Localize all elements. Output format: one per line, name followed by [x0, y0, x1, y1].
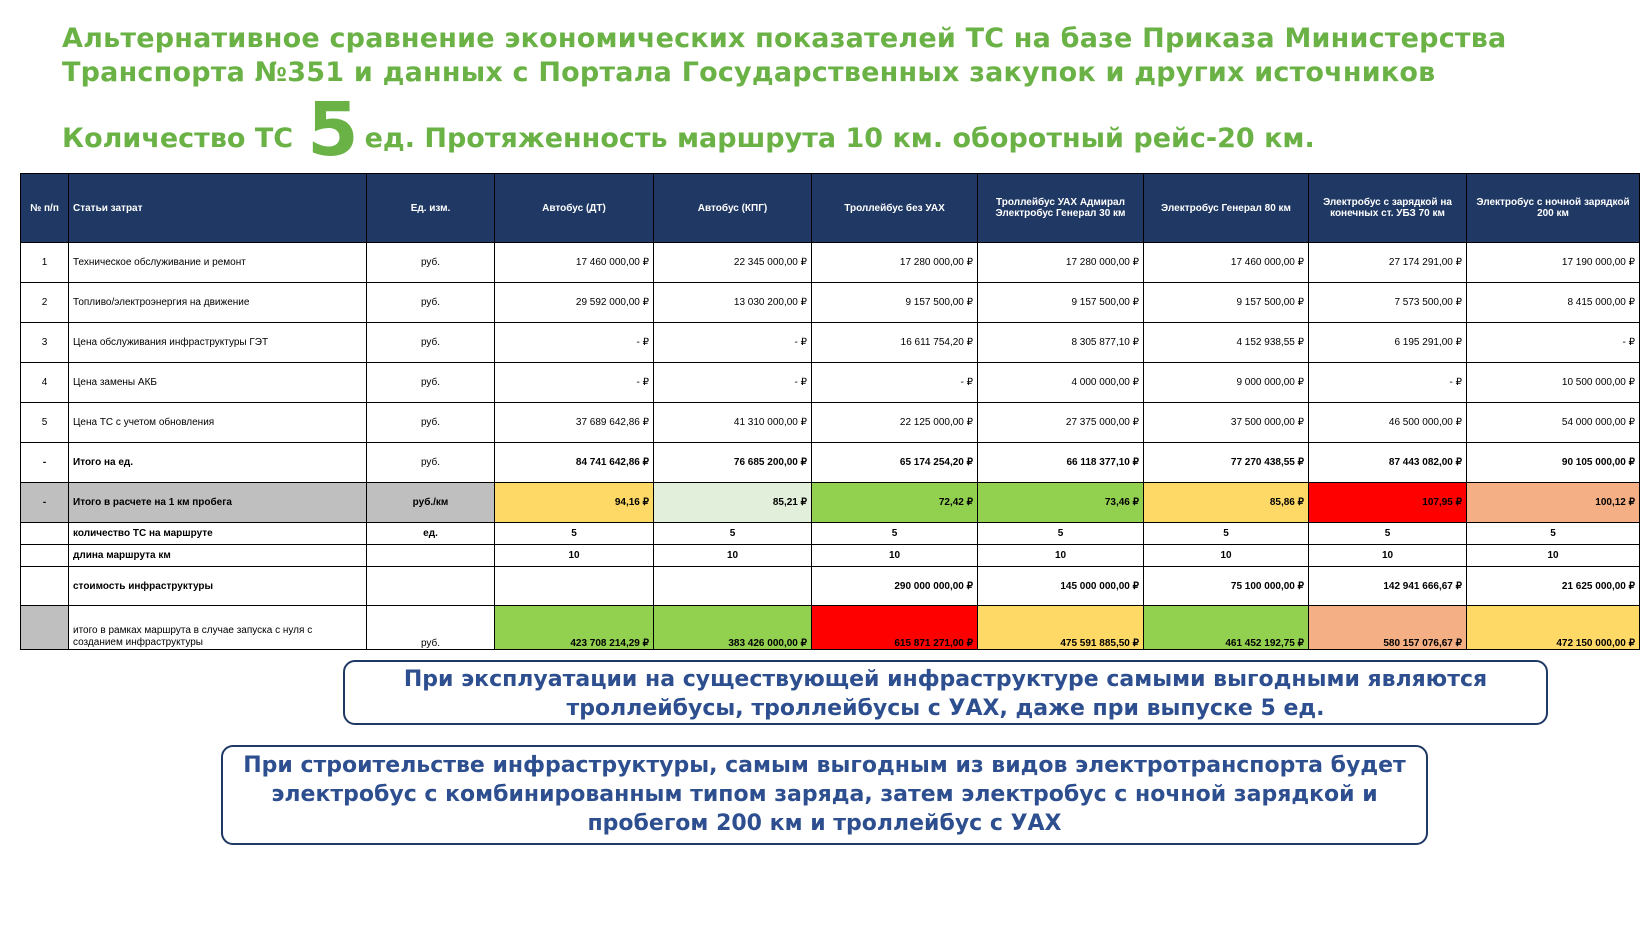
cell-value: 461 452 192,75 ₽: [1144, 606, 1309, 650]
page-subtitle: [62, 87, 1315, 173]
cell-value: 290 000 000,00 ₽: [812, 567, 978, 606]
row-num: -: [21, 483, 69, 523]
cell-value: - ₽: [654, 323, 812, 363]
row-num: 5: [21, 403, 69, 443]
cell-value: 85,21 ₽: [654, 483, 812, 523]
row-num: 4: [21, 363, 69, 403]
row-unit: ед.: [367, 523, 495, 545]
header-cost-item: Статьи затрат: [69, 174, 367, 243]
header-ebus-general: Электробус Генерал 80 км: [1144, 174, 1309, 243]
cell-value: 85,86 ₽: [1144, 483, 1309, 523]
cell-value: 94,16 ₽: [495, 483, 654, 523]
cell-value: 41 310 000,00 ₽: [654, 403, 812, 443]
row-num: 2: [21, 283, 69, 323]
cell-value: 107,95 ₽: [1309, 483, 1467, 523]
row-label: Итого на ед.: [69, 443, 367, 483]
header-trolleybus: Троллейбус без УАХ: [812, 174, 978, 243]
cell-value: 8 415 000,00 ₽: [1467, 283, 1640, 323]
cell-value: 5: [978, 523, 1144, 545]
row-unit: руб.: [367, 243, 495, 283]
cell-value: 9 157 500,00 ₽: [812, 283, 978, 323]
table-row: [21, 283, 1640, 323]
row-unit: руб.: [367, 363, 495, 403]
cell-value: 27 375 000,00 ₽: [978, 403, 1144, 443]
cell-value: 75 100 000,00 ₽: [1144, 567, 1309, 606]
row-label: Итого в расчете на 1 км пробега: [69, 483, 367, 523]
cell-value: 10: [495, 545, 654, 567]
row-unit: руб.: [367, 443, 495, 483]
row-num: 1: [21, 243, 69, 283]
cell-value: 472 150 000,00 ₽: [1467, 606, 1640, 650]
row-unit: руб.: [367, 606, 495, 650]
row-label: стоимость инфраструктуры: [69, 567, 367, 606]
cell-value: 10: [812, 545, 978, 567]
page-title: Альтернативное сравнение экономических показателей ТС на базе Приказа Министерства Транспорта №351 и данных с Портала Государственных закупок и других источников: [62, 23, 1507, 88]
row-label: Топливо/электроэнергия на движение: [69, 283, 367, 323]
cell-value: 84 741 642,86 ₽: [495, 443, 654, 483]
cell-value: 21 625 000,00 ₽: [1467, 567, 1640, 606]
cell-value: 77 270 438,55 ₽: [1144, 443, 1309, 483]
cell-value: - ₽: [812, 363, 978, 403]
cell-value: 73,46 ₽: [978, 483, 1144, 523]
cell-value: 4 000 000,00 ₽: [978, 363, 1144, 403]
row-label: Цена ТС с учетом обновления: [69, 403, 367, 443]
cell-value: 37 500 000,00 ₽: [1144, 403, 1309, 443]
table-row-per-km: [21, 483, 1640, 523]
row-label: Техническое обслуживание и ремонт: [69, 243, 367, 283]
conclusion-existing-infrastructure: При эксплуатации на существующей инфраструктуре самыми выгодными являются троллейбусы, троллейбусы с УАХ, даже при выпуске 5 ед.: [343, 660, 1548, 725]
cell-value: 29 592 000,00 ₽: [495, 283, 654, 323]
cell-value: 22 345 000,00 ₽: [654, 243, 812, 283]
cell-value: 90 105 000,00 ₽: [1467, 443, 1640, 483]
cell-value: 10 500 000,00 ₽: [1467, 363, 1640, 403]
cell-value: 37 689 642,86 ₽: [495, 403, 654, 443]
cell-value: 142 941 666,67 ₽: [1309, 567, 1467, 606]
header-unit: Ед. изм.: [367, 174, 495, 243]
cell-value: - ₽: [495, 363, 654, 403]
cell-value: 423 708 214,29 ₽: [495, 606, 654, 650]
cell-value: 13 030 200,00 ₽: [654, 283, 812, 323]
table-header-row: [21, 174, 1640, 243]
vehicle-count: 5: [307, 87, 359, 173]
cell-value: 615 871 271,00 ₽: [812, 606, 978, 650]
table-row-route-total: [21, 606, 1640, 650]
header-ebus-night-charge: Электробус с ночной зарядкой 200 км: [1467, 174, 1640, 243]
header-ebus-terminal-charge: Электробус с зарядкой на конечных ст. УБЗ 70 км: [1309, 174, 1467, 243]
cell-value: 5: [1467, 523, 1640, 545]
cell-value: 66 118 377,10 ₽: [978, 443, 1144, 483]
subtitle-prefix: Количество ТС: [62, 123, 294, 154]
row-num: [21, 567, 69, 606]
cell-value: 9 157 500,00 ₽: [978, 283, 1144, 323]
cell-value: 145 000 000,00 ₽: [978, 567, 1144, 606]
table-row-length: [21, 545, 1640, 567]
cell-value: 383 426 000,00 ₽: [654, 606, 812, 650]
row-label: количество ТС на маршруте: [69, 523, 367, 545]
cell-value: - ₽: [1467, 323, 1640, 363]
header-trolleybus-uah: Троллейбус УАХ Адмирал Электробус Генерал 30 км: [978, 174, 1144, 243]
cell-value: [654, 567, 812, 606]
header-bus-diesel: Автобус (ДТ): [495, 174, 654, 243]
cost-comparison-table: [20, 173, 1640, 650]
cell-value: 100,12 ₽: [1467, 483, 1640, 523]
cell-value: - ₽: [654, 363, 812, 403]
cell-value: 17 460 000,00 ₽: [495, 243, 654, 283]
cell-value: 475 591 885,50 ₽: [978, 606, 1144, 650]
row-num: 3: [21, 323, 69, 363]
cell-value: 54 000 000,00 ₽: [1467, 403, 1640, 443]
row-num: [21, 545, 69, 567]
cell-value: 10: [1467, 545, 1640, 567]
cell-value: 65 174 254,20 ₽: [812, 443, 978, 483]
cell-value: 10: [978, 545, 1144, 567]
cell-value: - ₽: [1309, 363, 1467, 403]
cell-value: 9 157 500,00 ₽: [1144, 283, 1309, 323]
row-num: [21, 606, 69, 650]
table-row: [21, 323, 1640, 363]
subtitle-suffix: ед. Протяженность маршрута 10 км. оборотный рейс-20 км.: [364, 123, 1315, 154]
header-bus-cng: Автобус (КПГ): [654, 174, 812, 243]
table-row: [21, 243, 1640, 283]
conclusion-new-infrastructure: При строительстве инфраструктуры, самым выгодным из видов электротранспорта будет электробус с комбинированным типом заряда, затем электробус с ночной зарядкой и пробегом 200 км и троллейбус с УАХ: [221, 745, 1428, 845]
row-label: длина маршрута км: [69, 545, 367, 567]
row-label: итого в рамках маршрута в случае запуска с нуля с созданием инфраструктуры: [69, 606, 367, 650]
row-num: [21, 523, 69, 545]
header-num: № п/п: [21, 174, 69, 243]
cell-value: 5: [812, 523, 978, 545]
cell-value: 76 685 200,00 ₽: [654, 443, 812, 483]
cell-value: 16 611 754,20 ₽: [812, 323, 978, 363]
row-unit: руб.: [367, 323, 495, 363]
cell-value: 72,42 ₽: [812, 483, 978, 523]
table-row-count: [21, 523, 1640, 545]
cell-value: 17 460 000,00 ₽: [1144, 243, 1309, 283]
cell-value: 27 174 291,00 ₽: [1309, 243, 1467, 283]
cell-value: 17 190 000,00 ₽: [1467, 243, 1640, 283]
cell-value: 9 000 000,00 ₽: [1144, 363, 1309, 403]
cell-value: 87 443 082,00 ₽: [1309, 443, 1467, 483]
cell-value: 10: [654, 545, 812, 567]
cell-value: 8 305 877,10 ₽: [978, 323, 1144, 363]
table-row: [21, 403, 1640, 443]
row-label: Цена замены АКБ: [69, 363, 367, 403]
table-row: [21, 363, 1640, 403]
cell-value: - ₽: [495, 323, 654, 363]
cell-value: 5: [1144, 523, 1309, 545]
cell-value: 22 125 000,00 ₽: [812, 403, 978, 443]
row-unit: руб.: [367, 403, 495, 443]
cell-value: 5: [495, 523, 654, 545]
cell-value: 7 573 500,00 ₽: [1309, 283, 1467, 323]
row-num: -: [21, 443, 69, 483]
cell-value: 5: [654, 523, 812, 545]
cell-value: 17 280 000,00 ₽: [978, 243, 1144, 283]
cell-value: 5: [1309, 523, 1467, 545]
cell-value: 10: [1309, 545, 1467, 567]
table-row-infrastructure: [21, 567, 1640, 606]
cell-value: 6 195 291,00 ₽: [1309, 323, 1467, 363]
cell-value: 580 157 076,67 ₽: [1309, 606, 1467, 650]
row-unit: [367, 567, 495, 606]
cell-value: 46 500 000,00 ₽: [1309, 403, 1467, 443]
row-unit: руб.: [367, 283, 495, 323]
row-unit: [367, 545, 495, 567]
row-label: Цена обслуживания инфраструктуры ГЭТ: [69, 323, 367, 363]
cell-value: 17 280 000,00 ₽: [812, 243, 978, 283]
table-row-total-per-unit: [21, 443, 1640, 483]
cell-value: 4 152 938,55 ₽: [1144, 323, 1309, 363]
row-unit: руб./км: [367, 483, 495, 523]
cell-value: 10: [1144, 545, 1309, 567]
cell-value: [495, 567, 654, 606]
